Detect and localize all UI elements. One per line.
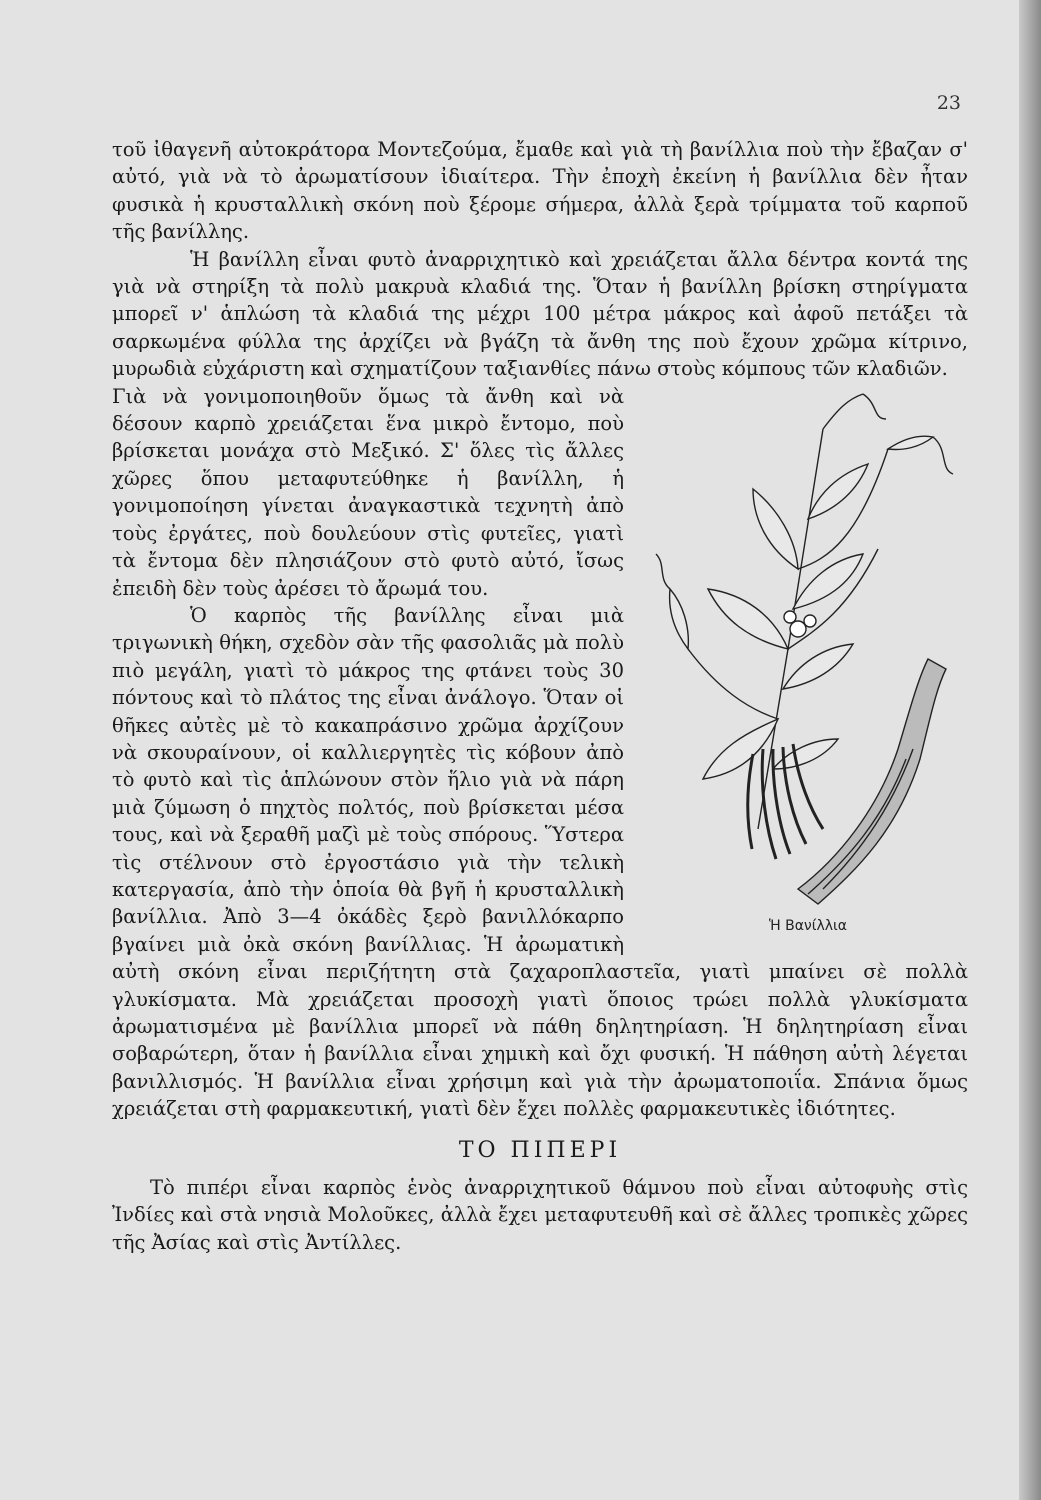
vanilla-figure [648,389,968,944]
paragraph-3: Γιὰ νὰ γονιμοποιηθοῦν ὅμως τὰ ἄνθη καὶ νὰ δέσουν καρπὸ χρειάζεται ἕνα μικρὸ ἔντομο, ποὺ βρίσκεται μονάχα στὸ Μεξικό. Σ' ὅλες τὶς ἄλλες χῶρες ὅπου μεταφυτεύθηκε ἡ βανίλλη, ἡ γονιμοποίηση γίνεται ἀναγκαστικὰ τεχνητὴ ἀπὸ τοὺς ἐργάτες, ποὺ δουλεύουν στὶς φυτεῖες, γιατὶ τὰ ἔντομα δὲν πλησιάζουν στὸ φυτὸ αὐτό, ἴσως ἐπειδὴ δὲν τοὺς ἀρέσει τὸ ἄρωμά του. [112,384,624,600]
vanilla-plant-illustration [648,389,968,909]
body-text [112,136,968,1256]
figure-caption: Ἡ Βανίλλια [768,917,848,934]
paragraph-2: Ἡ βανίλλη εἶναι φυτὸ ἀναρριχητικὸ καὶ χρειάζεται ἄλλα δέντρα κοντά της γιὰ νὰ στηρίξη τὰ πολὺ μακρυὰ κλαδιά της. Ὅταν ἡ βανίλλη βρίσκη στηρίγματα μπορεῖ ν' ἁπλώση τὰ κλαδιά της μέχρι 100 μέτρα μάκρος καὶ ἀφοῦ πετάξει τὰ σαρκωμένα φύλλα της ἀρχίζει νὰ βγάζη τὰ ἄνθη της ποὺ ἔχουν χρῶμα κίτρινο, μυρωδιὰ εὐχάριστη καὶ σχηματίζουν ταξιανθίες πάνω στοὺς κόμπους τῶν κλαδιῶν. [112,247,968,381]
paragraph-4: Ὁ καρπὸς τῆς βανίλλης εἶναι μιὰ τριγωνικὴ θήκη, σχεδὸν σὰν τῆς φασολιᾶς μὰ πολὺ πιὸ μεγάλη, γιατὶ τὸ μάκρος της φτάνει τοὺς 30 πόντους καὶ τὸ πλάτος της εἶναι ἀνάλογο. Ὅταν οἱ θῆκες αὐτὲς μὲ τὸ κακαπράσινο χρῶμα ἀρχίζουν νὰ σκουραίνουν, οἱ καλλιεργητὲς τὶς κόβουν ἀπὸ τὸ φυτὸ καὶ τὶς ἁπλώνουν στὸν ἥλιο γιὰ νὰ πάρη μιὰ ζύμωση ὁ πηχτὸς πολτός, ποὺ βρίσκεται μέσα τους, καὶ νὰ ξεραθῆ μαζὶ μὲ τοὺς σπόρους. Ὕστερα τὶς στέλνουν στὸ ἐργοστάσιο γιὰ τὴν τελικὴ κατεργασία, ἀπὸ τὴν ὁποία θὰ βγῆ ἡ κρυσταλλικὴ βανίλλια. Ἀπὸ 3—4 ὀκάδὲς ξερὸ βανιλλόκαρπο βγαίνει μιὰ ὀκὰ σκόνη βανίλλιας. Ἡ ἀρωματικὴ αὐτὴ σκόνη εἶναι περιζήτητη στὰ ζαχαροπλαστεῖα, γιατὶ μπαίνει σὲ πολλὰ γλυκίσματα. Μὰ χρειάζεται προσοχὴ γιατὶ ὅποιος τρώει πολλὰ γλυκίσματα ἀρωματισμένα μὲ βανίλλια μπορεῖ νὰ πάθη δηλητηρίαση. Ἡ δηλητηρίαση εἶναι σοβαρώτερη, ὅταν ἡ βανίλλια εἶναι χημικὴ καὶ ὄχι φυσική. Ἡ πάθηση αὐτὴ λέγεται βανιλλισμός. Ἡ βανίλλια εἶναι χρήσιμη καὶ γιὰ τὴν ἀρωματοποιΐα. Σπάνια ὅμως χρειάζεται στὴ φαρμακευτική, γιατὶ δὲν ἔχει πολλὲς φαρμακευτικὲς ἰδιότητες. [112,603,968,1121]
pepper-section [112,1174,968,1256]
section-heading: ΤΟ ΠΙΠΕΡΙ [458,1137,622,1163]
paragraph-1: τοῦ ἰθαγενῆ αὐτοκράτορα Μοντεζούμα, ἔμαθε καὶ γιὰ τὴ βανίλλια ποὺ τὴν ἔβαζαν σ' αὐτό, γιὰ νὰ τὸ ἀρωματίσουν ἰδιαίτερα. Τὴν ἐποχὴ ἐκείνη ἡ βανίλλια δὲν ἦταν φυσικὰ ἡ κρυσταλλικὴ σκόνη ποὺ ξέρομε σήμερα, ἀλλὰ ξερὰ τρίμματα τοῦ καρποῦ τῆς βανίλλης. [112,138,968,244]
page-number: 23 [936,92,961,114]
pepper-paragraph: Τὸ πιπέρι εἶναι καρπὸς ἑνὸς ἀναρριχητικοῦ θάμνου ποὺ εἶναι αὐτοφυὴς στὶς Ἰνδίες καὶ στὰ νησιὰ Μολοῦκες, ἀλλὰ ἔχει μεταφυτευθῆ καὶ σὲ ἄλλες τροπικὲς χῶρες τῆς Ἀσίας καὶ στὶς Ἀντίλλες. [112,1176,968,1254]
